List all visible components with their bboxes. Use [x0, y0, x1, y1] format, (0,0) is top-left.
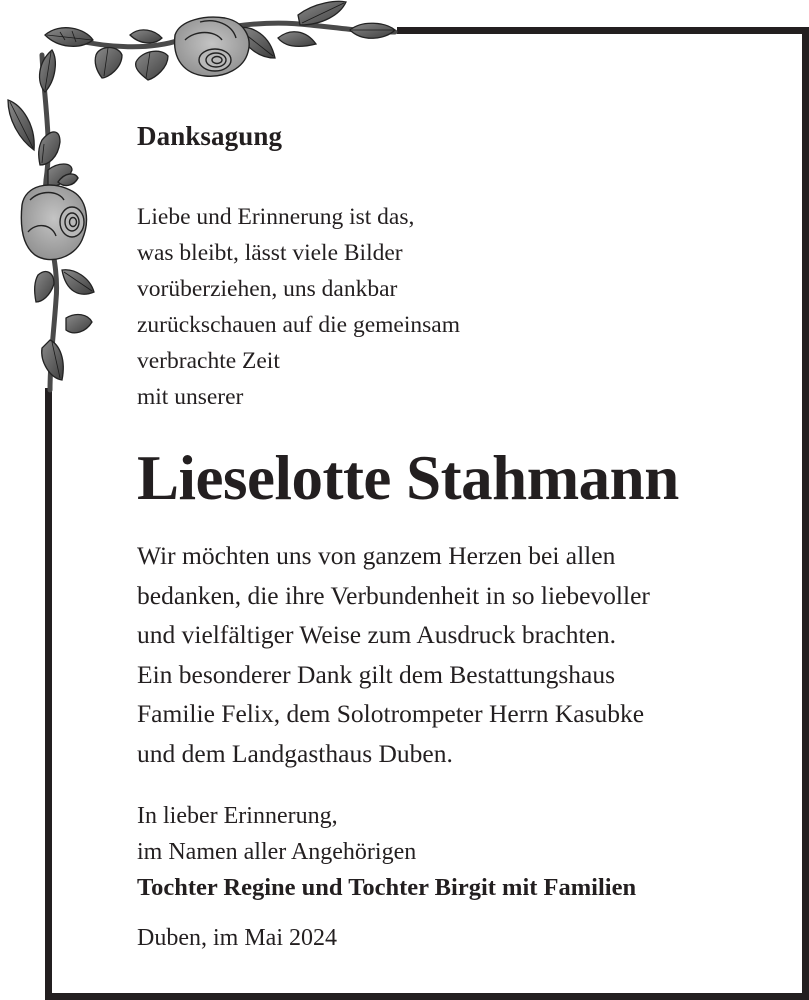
- verse-line: was bleibt, lässt viele Bilder: [137, 240, 403, 266]
- deceased-name: Lieselotte Stahmann: [137, 443, 679, 513]
- verse-line: verbrachte Zeit: [137, 348, 280, 374]
- body-line: bedanken, die ihre Verbundenheit in so liebevoller: [137, 580, 650, 610]
- thanks-paragraph: [137, 536, 650, 773]
- body-line: Ein besonderer Dank gilt dem Bestattungshaus: [137, 659, 616, 689]
- place-date: Duben, im Mai 2024: [137, 925, 337, 951]
- verse-block: [137, 199, 460, 415]
- frame-border-left: [45, 388, 52, 1000]
- body-line: Familie Felix, dem Solotrompeter Herrn Kasubke: [137, 699, 645, 728]
- body-line: und dem Landgasthaus Duben.: [137, 738, 453, 768]
- signers: Tochter Regine und Tochter Birgit mit Familien: [137, 874, 637, 901]
- frame-border-right: [802, 27, 809, 1000]
- closing-block: [137, 798, 636, 906]
- frame-border-top: [397, 27, 809, 34]
- notice-heading: Danksagung: [137, 121, 283, 151]
- body-line: und vielfältiger Weise zum Ausdruck brachten.: [137, 620, 616, 649]
- closing-line: In lieber Erinnerung,: [137, 803, 338, 829]
- body-line: Wir möchten uns von ganzem Herzen bei allen: [137, 541, 616, 570]
- verse-line: mit unserer: [137, 384, 244, 410]
- frame-border-bottom: [45, 993, 809, 1000]
- verse-line: vorüberziehen, uns dankbar: [137, 276, 398, 302]
- closing-line: im Namen aller Angehörigen: [137, 839, 417, 865]
- verse-line: zurückschauen auf die gemeinsam: [137, 312, 460, 338]
- verse-line: Liebe und Erinnerung ist das,: [137, 204, 415, 230]
